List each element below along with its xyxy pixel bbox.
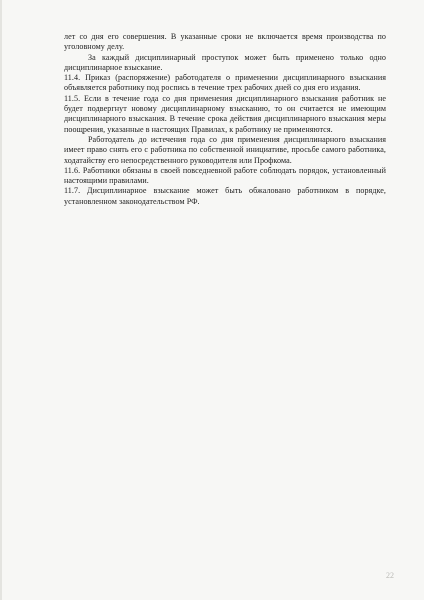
paragraph-11-7: 11.7. Дисциплинарное взыскание может быть обжаловано работником в порядке, установленном законодательством РФ. [64, 186, 386, 206]
paragraph-criminal-case-term: лет со дня его совершения. В указанные сроки не включается время производства по уголовному делу. [64, 32, 386, 52]
document-body [64, 32, 386, 207]
paragraph-11-4: 11.4. Приказ (распоряжение) работодателя о применении дисциплинарного взыскания объявляется работнику под роспись в течение трех рабочих дней со дня его издания. [64, 73, 386, 93]
paragraph-single-penalty: За каждый дисциплинарный проступок может быть применено только одно дисциплинарное взыскание. [64, 52, 386, 72]
page-number: 22 [386, 571, 394, 580]
scan-edge [0, 0, 2, 600]
paragraph-11-5: 11.5. Если в течение года со дня применения дисциплинарного взыскания работник не будет подвергнут новому дисциплинарному взысканию, то он считается не имеющим дисциплинарного взыскания. В течение срока действия дисциплинарного взыскания меры поощрения, указанные в настоящих Правилах, к работнику не применяются. [64, 93, 386, 134]
paragraph-penalty-removal: Работодатель до истечения года со дня применения дисциплинарного взыскания имеет право снять его с работника по собственной инициативе, просьбе самого работника, ходатайству его непосредственного руководителя или Профкома. [64, 134, 386, 165]
paragraph-11-6: 11.6. Работники обязаны в своей повседневной работе соблюдать порядок, установленный настоящими правилами. [64, 165, 386, 186]
